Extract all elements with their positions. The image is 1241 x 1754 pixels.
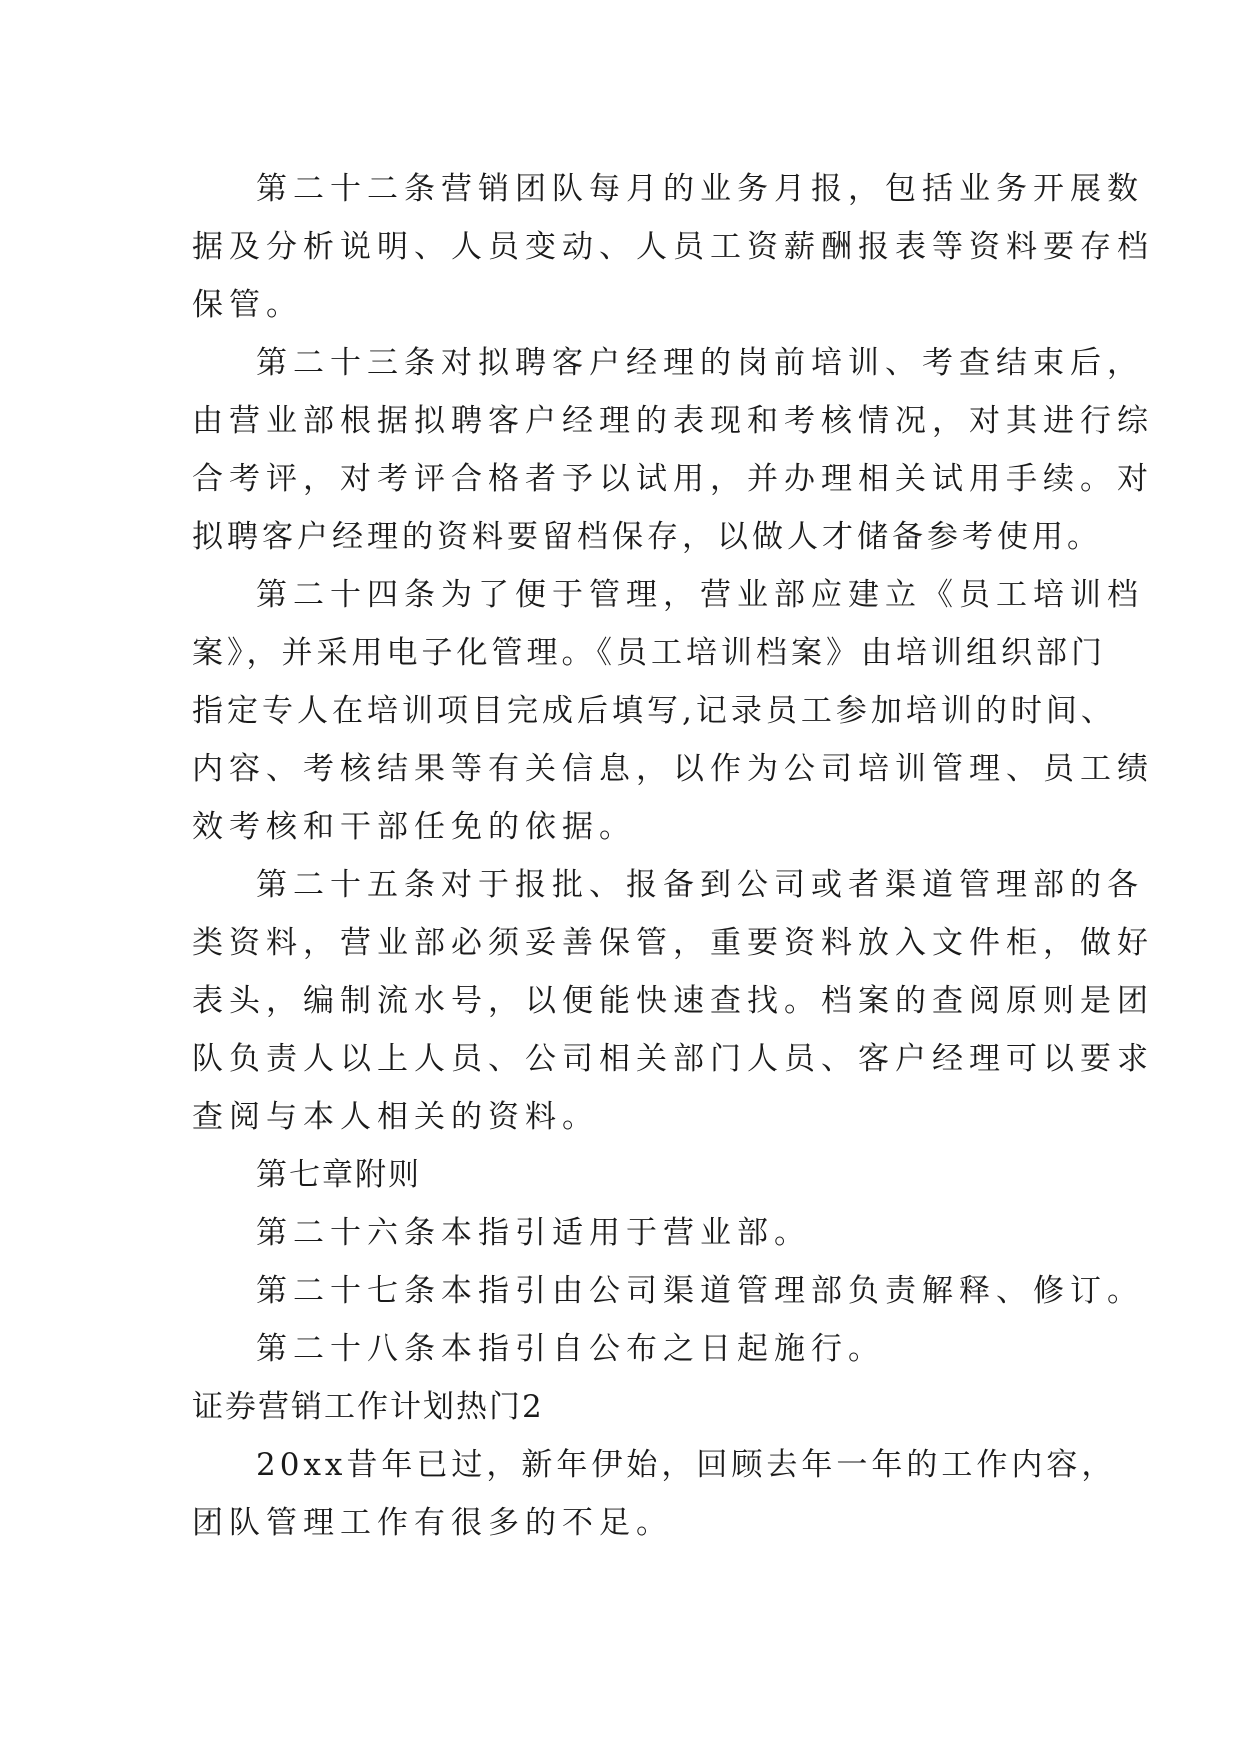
document-body [192,160,1154,1552]
paragraph-line: 案》，并采用电子化管理。《员工培训档案》由培训组织部门 [192,635,1106,671]
paragraph-line: 队负责人以上人员、公司相关部门人员、客户经理可以要求 [192,1041,1154,1077]
chapter-heading: 第七章附则 [256,1157,421,1193]
paragraph-line: 效考核和干部任免的依据。 [192,809,636,845]
paragraph-line: 保管。 [192,287,303,323]
paragraph-line: 团队管理工作有很多的不足。 [192,1505,673,1541]
paragraph-line: 据及分析说明、人员变动、人员工资薪酬报表等资料要存档 [192,229,1154,265]
paragraph-line: 合考评，对考评合格者予以试用，并办理相关试用手续。对 [192,461,1154,497]
section-title: 证券营销工作计划热门2 [192,1389,544,1425]
paragraph-line: 第二十七条本指引由公司渠道管理部负责解释、修订。 [256,1273,1144,1309]
paragraph-line: 内容、考核结果等有关信息，以作为公司培训管理、员工绩 [192,751,1154,787]
paragraph-line: 20xx昔年已过，新年伊始，回顾去年一年的工作内容， [256,1447,1117,1483]
paragraph-line: 由营业部根据拟聘客户经理的表现和考核情况，对其进行综 [192,403,1154,439]
paragraph-line: 拟聘客户经理的资料要留档保存，以做人才储备参考使用。 [192,519,1102,555]
paragraph-line: 第二十五条对于报批、报备到公司或者渠道管理部的各 [256,867,1144,903]
paragraph-line: 查阅与本人相关的资料。 [192,1099,599,1135]
paragraph-line: 第二十八条本指引自公布之日起施行。 [256,1331,885,1367]
paragraph-line: 表头，编制流水号，以便能快速查找。档案的查阅原则是团 [192,983,1154,1019]
paragraph-line: 第二十六条本指引适用于营业部。 [256,1215,811,1251]
paragraph-line: 第二十二条营销团队每月的业务月报，包括业务开展数 [256,171,1144,207]
paragraph-line: 指定专人在培训项目完成后填写,记录员工参加培训的时间、 [192,693,1116,729]
paragraph-line: 第二十四条为了便于管理，营业部应建立《员工培训档 [256,577,1144,613]
paragraph-line: 第二十三条对拟聘客户经理的岗前培训、考查结束后， [256,345,1144,381]
paragraph-line: 类资料，营业部必须妥善保管，重要资料放入文件柜，做好 [192,925,1154,961]
